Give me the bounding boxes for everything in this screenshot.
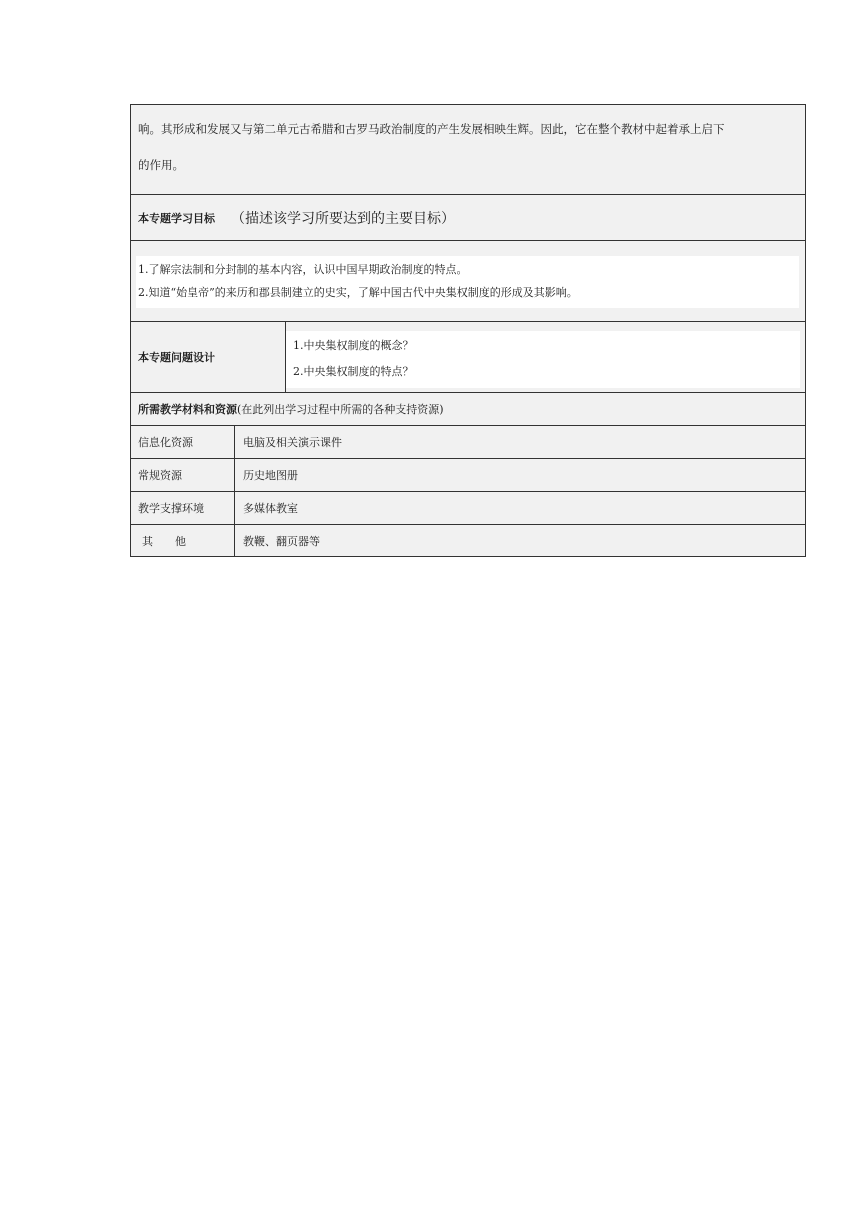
resources-heading: 所需教学材料和资源 [138, 403, 237, 416]
question-item: 1.中央集权制度的概念？ [293, 339, 414, 352]
goal-item: 2.知道“始皇帝”的来历和郡县制建立的史实，了解中国古代中央集权制度的形成及其影响。 [138, 286, 578, 299]
resource-value: 多媒体教室 [243, 502, 298, 515]
resource-row [131, 459, 805, 492]
resource-value: 教鞭、翻页器等 [243, 534, 320, 548]
goal-item: 1.了解宗法制和分封制的基本内容，认识中国早期政治制度的特点。 [138, 263, 468, 276]
resource-value: 电脑及相关演示课件 [243, 436, 342, 449]
questions-heading: 本专题问题设计 [138, 351, 215, 364]
questions-list-cell [286, 322, 805, 392]
goals-note: （描述该学习所要达到的主要目标） [231, 210, 455, 227]
questions-label-cell [131, 322, 286, 392]
resource-value: 历史地图册 [243, 469, 298, 482]
resource-label: 其 他 [131, 525, 235, 556]
resource-label: 信息化资源 [131, 426, 235, 458]
resource-row [131, 492, 805, 525]
question-item: 2.中央集权制度的特点？ [293, 365, 414, 378]
questions-row [131, 322, 805, 393]
intro-line: 响。其形成和发展又与第二单元古希腊和古罗马政治制度的产生发展相映生辉。因此，它在整个教材中起着承上启下 [138, 122, 725, 136]
resource-label: 教学支撑环境 [131, 492, 235, 524]
goals-header [131, 195, 805, 241]
intro-line: 的作用。 [138, 158, 184, 172]
goals-list [136, 256, 799, 308]
lesson-plan-table [130, 104, 806, 557]
intro-cell [131, 105, 805, 195]
resources-note: (在此列出学习过程中所需的各种支持资源) [237, 403, 444, 416]
resource-row [131, 426, 805, 459]
resource-row [131, 525, 805, 556]
questions-list [286, 331, 800, 388]
goals-list-cell [131, 241, 805, 322]
resource-label: 常规资源 [131, 459, 235, 491]
resources-header [131, 393, 805, 426]
goals-heading: 本专题学习目标 [138, 211, 215, 225]
